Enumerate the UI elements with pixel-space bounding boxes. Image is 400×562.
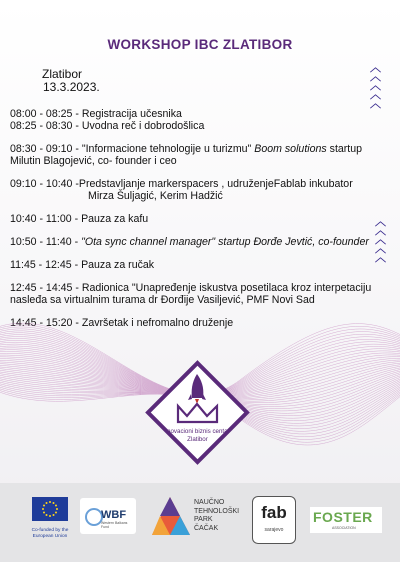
wbf-sub: Western Balkans Fund [101, 521, 128, 529]
ibc-logo [145, 360, 250, 465]
ntp-triangle-icon [150, 495, 192, 539]
wbf-logo [80, 498, 136, 534]
agenda-item: 10:50 - 11:40 - "Ota sync channel manager" startup Đorđe Jevtić, co-founder [10, 236, 369, 248]
chevron-up-icon: ︿ ︿ ︿ ︿ ︿ [375, 216, 386, 264]
fab-logo [252, 496, 296, 544]
page-title: WORKSHOP IBC ZLATIBOR [107, 37, 293, 52]
agenda-item: 14:45 - 15:20 - Završetak i nefromalno druženje [10, 317, 234, 329]
agenda-item: 08:25 - 08:30 - Uvodna reč i dobrodošlica [10, 120, 205, 132]
ntp-line3: PARK [194, 516, 213, 523]
agenda-speaker: Milutin Blagojević, co- founder i ceo [10, 155, 177, 167]
footer-partners [0, 483, 400, 562]
eu-logo [25, 497, 75, 540]
location-date [42, 68, 100, 94]
agenda-item: 08:30 - 09:10 - "Informacione tehnologije u turizmu" Boom solutions startup [10, 143, 363, 155]
ibc-logo-mark [145, 360, 250, 465]
ntp-line1: NAUČNO [194, 499, 225, 506]
foster-logo [310, 507, 382, 533]
ntp-line4: ČAČAK [194, 524, 219, 532]
agenda-item: 12:45 - 14:45 - Radionica "Unapređenje iskustva posetilaca kroz interpetaciju [10, 282, 372, 294]
eu-flag-icon [32, 497, 68, 521]
fab-sub: sarajevo [264, 527, 284, 533]
foster-text: FOSTER [313, 509, 373, 525]
agenda-item: nasleđa sa virtualnim turama dr Đorđije Vasiljević, PMF Novi Sad [10, 294, 315, 306]
event-date: 13.3.2023. [43, 80, 100, 94]
agenda-item: 08:00 - 08:25 - Registracija učesnika [10, 108, 182, 120]
foster-sub: ASSOCIATION [332, 526, 356, 530]
fab-text: fab [261, 503, 287, 522]
agenda-item: 11:45 - 12:45 - Pauza za ručak [10, 259, 155, 271]
chevron-up-icon: ︿ ︿ ︿ ︿ ︿ [370, 62, 381, 110]
agenda-item: 09:10 - 10:40 -Predstavljanje markerspacers , udruženjeFablab inkubator [10, 178, 353, 190]
location: Zlatibor [42, 67, 83, 81]
ibc-logo-line1: Inovacioni biznis centar [165, 428, 230, 435]
agenda-speaker: Mirza Šuljagić, Kerim Hadžić [88, 190, 223, 202]
wbf-text: WBF [101, 509, 127, 521]
eu-caption: Co-funded by the European Union [31, 528, 69, 539]
ntp-line2: TEHNOLOŠKI [194, 507, 240, 515]
agenda-item: 10:40 - 11:00 - Pauza za kafu [10, 213, 149, 225]
ntp-logo [150, 495, 245, 545]
ibc-logo-line2: Zlatibor [187, 436, 208, 443]
